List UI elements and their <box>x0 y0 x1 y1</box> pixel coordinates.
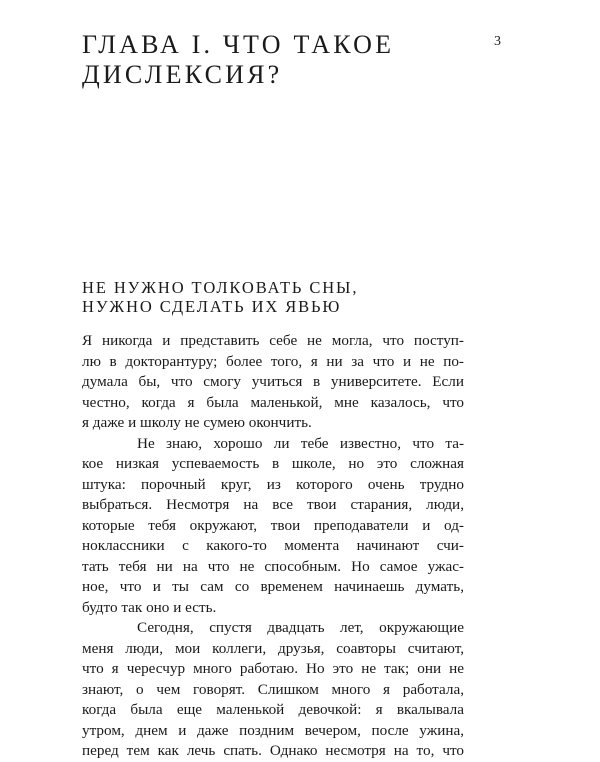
text-line: перед тем как лечь спать. Однако несмотря на то, что <box>82 742 464 759</box>
text-line: когда была еще маленькой девочкой: я вкалывала <box>82 701 464 718</box>
text-line: честно, когда я была маленькой, мне казалось, что <box>82 393 464 411</box>
text-line: выбраться. Несмотря на все твои старания, люди, <box>82 496 464 513</box>
chapter-title-line: ГЛАВА I. ЧТО ТАКОЕ <box>82 30 395 59</box>
text-line: тать тебя ни на что не способным. Но самое ужас- <box>82 557 464 575</box>
chapter-title-line: ДИСЛЕКСИЯ? <box>82 60 283 89</box>
text-line: ное, что и ты сам со временем начинаешь думать, <box>82 578 464 595</box>
body-text <box>82 331 464 762</box>
text-line: я даже и школу не сумею окончить. <box>82 414 312 431</box>
section-title-line: НЕ НУЖНО ТОЛКОВАТЬ СНЫ, <box>82 278 359 297</box>
text-line: думала бы, что смогу учиться в университете. Если <box>82 373 464 390</box>
text-line: лю в докторантуру; более того, я ни за что и не по- <box>82 352 464 370</box>
text-line: что я чересчур много работаю. Но это не так; они не <box>82 660 464 677</box>
text-line: меня люди, мои коллеги, друзья, соавторы считают, <box>82 639 464 657</box>
text-line: штука: порочный круг, из которого очень трудно <box>82 475 464 493</box>
section-title <box>82 278 502 316</box>
section-title-line: НУЖНО СДЕЛАТЬ ИХ ЯВЬЮ <box>82 297 342 316</box>
text-line: знают, о чем говорят. Слишком много я работала, <box>82 680 464 698</box>
text-line: которые тебя окружают, твои преподаватели и од- <box>82 516 464 534</box>
page-number: 3 <box>494 34 501 49</box>
text-line: ноклассники с какого-то момента начинают счи- <box>82 537 464 554</box>
text-line: Сегодня, спустя двадцать лет, окружающие <box>137 619 464 636</box>
text-line: Я никогда и представить себе не могла, что поступ- <box>82 332 464 349</box>
paragraph <box>82 618 464 762</box>
text-line: Не знаю, хорошо ли тебе известно, что та- <box>137 434 464 452</box>
paragraph <box>82 331 464 434</box>
chapter-title <box>82 30 482 90</box>
text-line: утром, днем и даже поздним вечером, после ужина, <box>82 721 464 739</box>
text-line: кое низкая успеваемость в школе, но это сложная <box>82 455 464 472</box>
paragraph <box>82 434 464 619</box>
text-line: будто так оно и есть. <box>82 598 217 616</box>
